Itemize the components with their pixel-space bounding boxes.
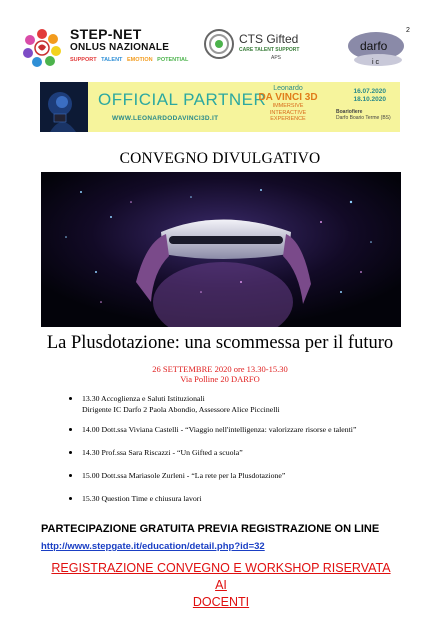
- stepnet-tag: SUPPORT: [70, 57, 97, 63]
- agenda-text: 13.30 Accoglienza e Saluti Istituzionali: [82, 394, 205, 403]
- registration-line: REGISTRAZIONE CONVEGNO E WORKSHOP RISERVATA AI: [51, 561, 391, 592]
- banner-venue-line: Boarioﬁere: [336, 109, 363, 115]
- bullet-icon: [69, 451, 72, 454]
- registration-line: DOCENTI: [192, 595, 250, 609]
- agenda-text: Dirigente IC Darfo 2 Paola Abondio, Assessore Alice Piccinelli: [82, 405, 280, 414]
- banner-leonardo-block: [252, 85, 324, 123]
- cts-gifted-logo: [203, 24, 318, 70]
- darfo-ic: i c: [372, 59, 379, 66]
- official-partner-banner[interactable]: [40, 82, 400, 132]
- banner-official-partner: OFFICIAL PARTNER: [98, 90, 267, 109]
- logos-row: [20, 22, 420, 74]
- banner-ldv-line: IMMERSIVE: [272, 103, 304, 109]
- ic-darfo-logo: [338, 22, 418, 72]
- stepnet-subtitle: ONLUS NAZIONALE: [70, 42, 170, 53]
- cts-name: CTS Gifted: [239, 32, 299, 46]
- darfo-name: darfo: [360, 39, 388, 53]
- banner-ldv-line: INTERACTIVE: [269, 109, 307, 116]
- banner-ldv-line: EXPERIENCE: [270, 116, 306, 122]
- bullet-icon: [69, 497, 72, 500]
- stepnet-flower-icon: [20, 26, 64, 70]
- event-place: Via Polline 20 DARFO: [180, 374, 260, 384]
- banner-ldv-line: Leonardo: [273, 85, 303, 92]
- banner-venue: [336, 109, 394, 121]
- agenda-text: 14.00 Dott.ssa Viviana Castelli - “Viaggio nell'intelligenza: valorizzare risorse e talenti”: [82, 425, 357, 434]
- cts-circle-icon: [203, 28, 235, 60]
- registration-notice: [41, 560, 401, 611]
- banner-url[interactable]: WWW.LEONARDODAVINCI3D.IT: [112, 115, 219, 122]
- event-heading: CONVEGNO DIVULGATIVO: [119, 150, 321, 167]
- agenda-text: 15.00 Dott.ssa Mariasole Zurleni - “La rete per la Plusdotazione”: [82, 471, 286, 480]
- banner-dates: [334, 88, 386, 103]
- agenda-text: 15.30 Question Time e chiusura lavori: [82, 494, 202, 503]
- bullet-icon: [69, 428, 72, 431]
- stepnet-tag: TALENT: [101, 57, 123, 63]
- bullet-icon: [69, 474, 72, 477]
- stepnet-logo: [20, 22, 195, 72]
- banner-photo: [40, 82, 88, 132]
- cts-tags: CARE TALENT SUPPORT: [239, 47, 300, 53]
- event-title: La Plusdotazione: una scommessa per il futuro: [46, 333, 394, 353]
- banner-ldv-line: DA VINCI 3D: [258, 92, 318, 103]
- registration-link[interactable]: http://www.stepgate.it/education/detail.php?id=32: [41, 541, 265, 552]
- banner-date-start: 16.07.2020: [353, 88, 386, 95]
- banner-venue-line: Darfo Boario Terme (BS): [336, 115, 391, 121]
- bullet-icon: [69, 397, 72, 400]
- participation-notice: PARTECIPAZIONE GRATUITA PREVIA REGISTRAZIONE ON LINE: [41, 523, 380, 535]
- stepnet-tag: POTENTIAL: [157, 57, 189, 63]
- banner-date-end: 18.10.2020: [353, 95, 386, 103]
- cts-aps: APS: [271, 55, 282, 61]
- event-date: 26 SETTEMBRE 2020 ore 13.30-15.30: [152, 364, 288, 374]
- stepnet-name: STEP-NET: [70, 26, 142, 42]
- stepnet-tag: EMOTION: [126, 57, 153, 63]
- agenda-text: 14.30 Prof.ssa Sara Riscazzi - “Un Gifted a scuola”: [82, 448, 243, 457]
- darfo-number: 2: [406, 27, 410, 34]
- stepnet-tags: [70, 57, 191, 63]
- vr-headset-photo: [41, 172, 401, 327]
